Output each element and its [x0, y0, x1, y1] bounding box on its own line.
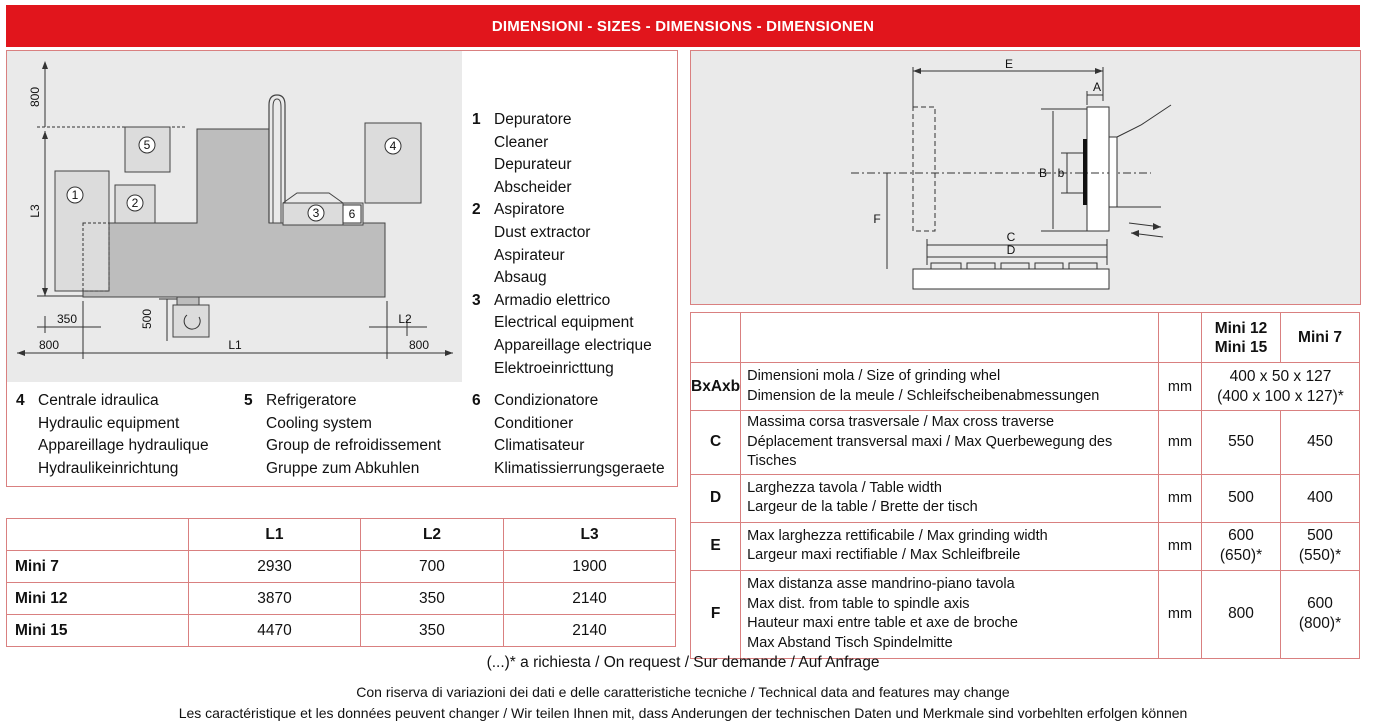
legend-item-1 [472, 109, 652, 199]
label-a: A [1092, 80, 1102, 94]
spec-value [1202, 522, 1281, 570]
spec-desc [741, 363, 1159, 411]
spec-code: C [691, 411, 741, 475]
spec-unit: mm [1159, 474, 1202, 522]
legend-line: Refrigeratore [266, 392, 357, 409]
legend-line: Depurateur [494, 156, 572, 174]
spec-desc [741, 522, 1159, 570]
legend-num: 1 [472, 111, 481, 128]
hydraulic-unit [365, 123, 421, 203]
desc-line: Max larghezza rettificabile / Max grinding width [747, 527, 1048, 544]
model-cell: Mini 12 [7, 583, 189, 615]
legend-line: Klimatissierrungsgeraete [494, 459, 665, 477]
arrow-head [1131, 230, 1139, 237]
header-mini12-15 [1202, 313, 1281, 363]
legend-right [472, 109, 652, 380]
label-e: E [1004, 57, 1014, 71]
header-cell-l1: L1 [189, 519, 361, 551]
legend-item-6 [472, 390, 665, 480]
legend-item-5 [244, 390, 441, 480]
legend-num: 6 [472, 392, 481, 409]
legend-line: Absaug [494, 269, 547, 287]
arrow-head [42, 61, 48, 69]
label-b-lower: b [1057, 166, 1065, 180]
legend-item-3 [472, 290, 652, 380]
value-line: (400 x 100 x 127)* [1217, 387, 1344, 405]
legend-num: 5 [244, 392, 253, 409]
value-line: 500 [1307, 527, 1333, 544]
dim-350: 350 [56, 312, 78, 326]
spec-value: 450 [1281, 411, 1360, 475]
legend-item-2 [472, 199, 652, 289]
marker-1: 1 [71, 188, 79, 202]
legend-line: Group de refroidissement [266, 437, 441, 455]
dim-800-left: 800 [38, 338, 60, 352]
flange [1109, 137, 1117, 207]
desc-line: Max dist. from table to spindle axis [747, 595, 970, 612]
spec-desc [741, 474, 1159, 522]
spec-unit: mm [1159, 522, 1202, 570]
value-line: 600 [1228, 527, 1254, 544]
legend-line: Aspirateur [494, 246, 565, 264]
spec-value: 800 [1202, 570, 1281, 658]
grinding-wheel [1087, 107, 1109, 231]
arrow-head [42, 288, 48, 296]
legend-line: Cooling system [266, 414, 372, 432]
desc-line: Massima corsa trasversale / Max cross traverse [747, 414, 1055, 430]
spec-table [690, 312, 1360, 659]
legend-line: Hydraulic equipment [38, 414, 180, 432]
legend-line: Centrale idraulica [38, 392, 159, 409]
desc-line: Largeur de la table / Brette der tisch [747, 499, 978, 515]
legend-line: Elektroeinricttung [494, 359, 614, 377]
value-line: (650)* [1219, 547, 1263, 564]
disclaimer-line-1: Con riserva di variazioni dei dati e delle caratteristiche tecniche / Technical data and features may change [356, 684, 1010, 700]
spec-desc [741, 411, 1159, 475]
wheel-hub [1083, 139, 1087, 205]
spec-unit: mm [1159, 411, 1202, 475]
header-cell-l2: L2 [360, 519, 503, 551]
coolant-pipe-inner [273, 99, 281, 223]
legend-line: Appareillage electrique [494, 336, 652, 354]
label-c: C [1006, 230, 1016, 244]
coolant-tank [173, 305, 209, 337]
tank-connector [177, 297, 199, 305]
value-cell: 2140 [504, 583, 676, 615]
spec-value [1281, 570, 1360, 658]
table-row [7, 615, 676, 647]
cleaner-unit [55, 171, 109, 291]
desc-line: Max Abstand Tisch Spindelmitte [747, 634, 953, 651]
on-request-note: (...)* a richiesta / On request / Sur demande / Auf Anfrage [486, 654, 880, 671]
desc-line: Largeur maxi rectifiable / Max Schleifbreile [747, 547, 1021, 563]
legend-line: Appareillage hydraulique [38, 437, 209, 455]
marker-6: 6 [348, 207, 356, 221]
desc-line: Dimensioni mola / Size of grinding whel [747, 368, 1001, 384]
marker-5: 5 [143, 138, 151, 152]
disclaimer-line-2: Les caractéristique et les données peuvent changer / Wir teilen Ihnen mit, dass Anderungen der technischen Daten und Merkmale sind vorbehlten erfolgen können [178, 705, 1188, 721]
wheel-position-dashed [913, 107, 935, 231]
value-cell: 700 [360, 551, 503, 583]
legend-line: Conditioner [494, 414, 574, 432]
value-cell: 2930 [189, 551, 361, 583]
legend-line: Hydraulikeinrichtung [38, 459, 179, 477]
table-row [7, 583, 676, 615]
legend-line: Armadio elettrico [494, 291, 611, 309]
model-cell: Mini 15 [7, 615, 189, 647]
value-cell: 350 [360, 615, 503, 647]
spec-unit: mm [1159, 570, 1202, 658]
arrow-head [17, 350, 25, 356]
spec-value [1281, 522, 1360, 570]
spec-value: 500 [1202, 474, 1281, 522]
marker-3: 3 [312, 206, 320, 220]
marker-4: 4 [389, 139, 397, 153]
value-cell: 350 [360, 583, 503, 615]
legend-line: Condizionatore [494, 392, 599, 409]
arrow-head [42, 131, 48, 139]
spec-code: D [691, 474, 741, 522]
header-cell [7, 519, 189, 551]
header-label: Mini 15 [1214, 338, 1268, 356]
length-table [6, 518, 676, 647]
spec-row-e [691, 522, 1360, 570]
spec-value: 550 [1202, 411, 1281, 475]
label-b-upper: B [1038, 166, 1048, 180]
table-t-slots [931, 263, 1097, 269]
legend-line: Cleaner [494, 133, 549, 151]
value-cell: 4470 [189, 615, 361, 647]
spec-value-merged [1202, 363, 1360, 411]
legend-line: Abscheider [494, 178, 572, 196]
desc-line: Larghezza tavola / Table width [747, 479, 942, 496]
arrow-head [1095, 68, 1103, 74]
arrow-head [445, 350, 453, 356]
label-f: F [873, 212, 881, 226]
value-cell: 2140 [504, 615, 676, 647]
spec-row-d [691, 474, 1360, 522]
spec-row-f [691, 570, 1360, 658]
legend-line: Climatisateur [494, 437, 585, 455]
spec-row-bxaxb [691, 363, 1360, 411]
legend-line: Dust extractor [494, 223, 591, 241]
legend-num: 4 [16, 392, 25, 409]
legend-num: 2 [472, 201, 481, 219]
legend-line: Electrical equipment [494, 314, 634, 332]
spindle-head-top [1117, 105, 1171, 137]
desc-line: Hauteur maxi entre table et axe de broche [747, 615, 1018, 631]
dim-500: 500 [140, 308, 154, 330]
dim-l3: L3 [28, 204, 42, 218]
arrow-head [913, 68, 921, 74]
header-empty [691, 313, 741, 363]
spec-row-c [691, 411, 1360, 475]
legend-item-4 [16, 390, 209, 480]
header-empty [741, 313, 1159, 363]
spec-value: 400 [1281, 474, 1360, 522]
value-line: 600 [1307, 595, 1333, 612]
desc-line: Dimension de la meule / Schleifscheibenabmessungen [747, 387, 1100, 404]
header-mini7: Mini 7 [1281, 313, 1360, 363]
dim-l2: L2 [398, 312, 412, 326]
table-row [7, 551, 676, 583]
dim-l1: L1 [228, 338, 242, 352]
legend-num: 3 [472, 291, 481, 309]
desc-line: Max distanza asse mandrino-piano tavola [747, 576, 1015, 592]
desc-line: Déplacement transversal maxi / Max Querbewegung des Tisches [747, 433, 1113, 469]
section-header [6, 5, 1360, 47]
value-line: (800)* [1298, 615, 1342, 632]
dim-800-top: 800 [28, 86, 42, 108]
legend-line: Aspiratore [494, 201, 565, 219]
marker-2: 2 [131, 196, 139, 210]
value-line: 400 x 50 x 127 [1229, 367, 1332, 385]
value-cell: 1900 [504, 551, 676, 583]
value-cell: 3870 [189, 583, 361, 615]
dim-800-right: 800 [408, 338, 430, 352]
spec-header-row [691, 313, 1360, 363]
cabinet-door-swing [283, 193, 343, 203]
spec-code: F [691, 570, 741, 658]
label-d: D [1006, 243, 1016, 257]
model-cell: Mini 7 [7, 551, 189, 583]
table-header-row [7, 519, 676, 551]
spec-code: BxAxb [691, 363, 741, 411]
header-label: Mini 12 [1214, 319, 1268, 337]
spec-code: E [691, 522, 741, 570]
header-empty [1159, 313, 1202, 363]
arrow-head [1153, 223, 1161, 230]
floor-layout-drawing [7, 51, 462, 382]
header-cell-l3: L3 [504, 519, 676, 551]
legend-line: Gruppe zum Abkuhlen [266, 459, 420, 477]
spec-desc [741, 570, 1159, 658]
grinding-wheel-drawing [691, 51, 1359, 303]
legend-line: Depuratore [494, 111, 572, 128]
value-line: (550)* [1298, 547, 1342, 564]
section-title: DIMENSIONI - SIZES - DIMENSIONS - DIMENSIONEN [491, 17, 875, 35]
spec-unit: mm [1159, 363, 1202, 411]
work-table [913, 269, 1109, 289]
